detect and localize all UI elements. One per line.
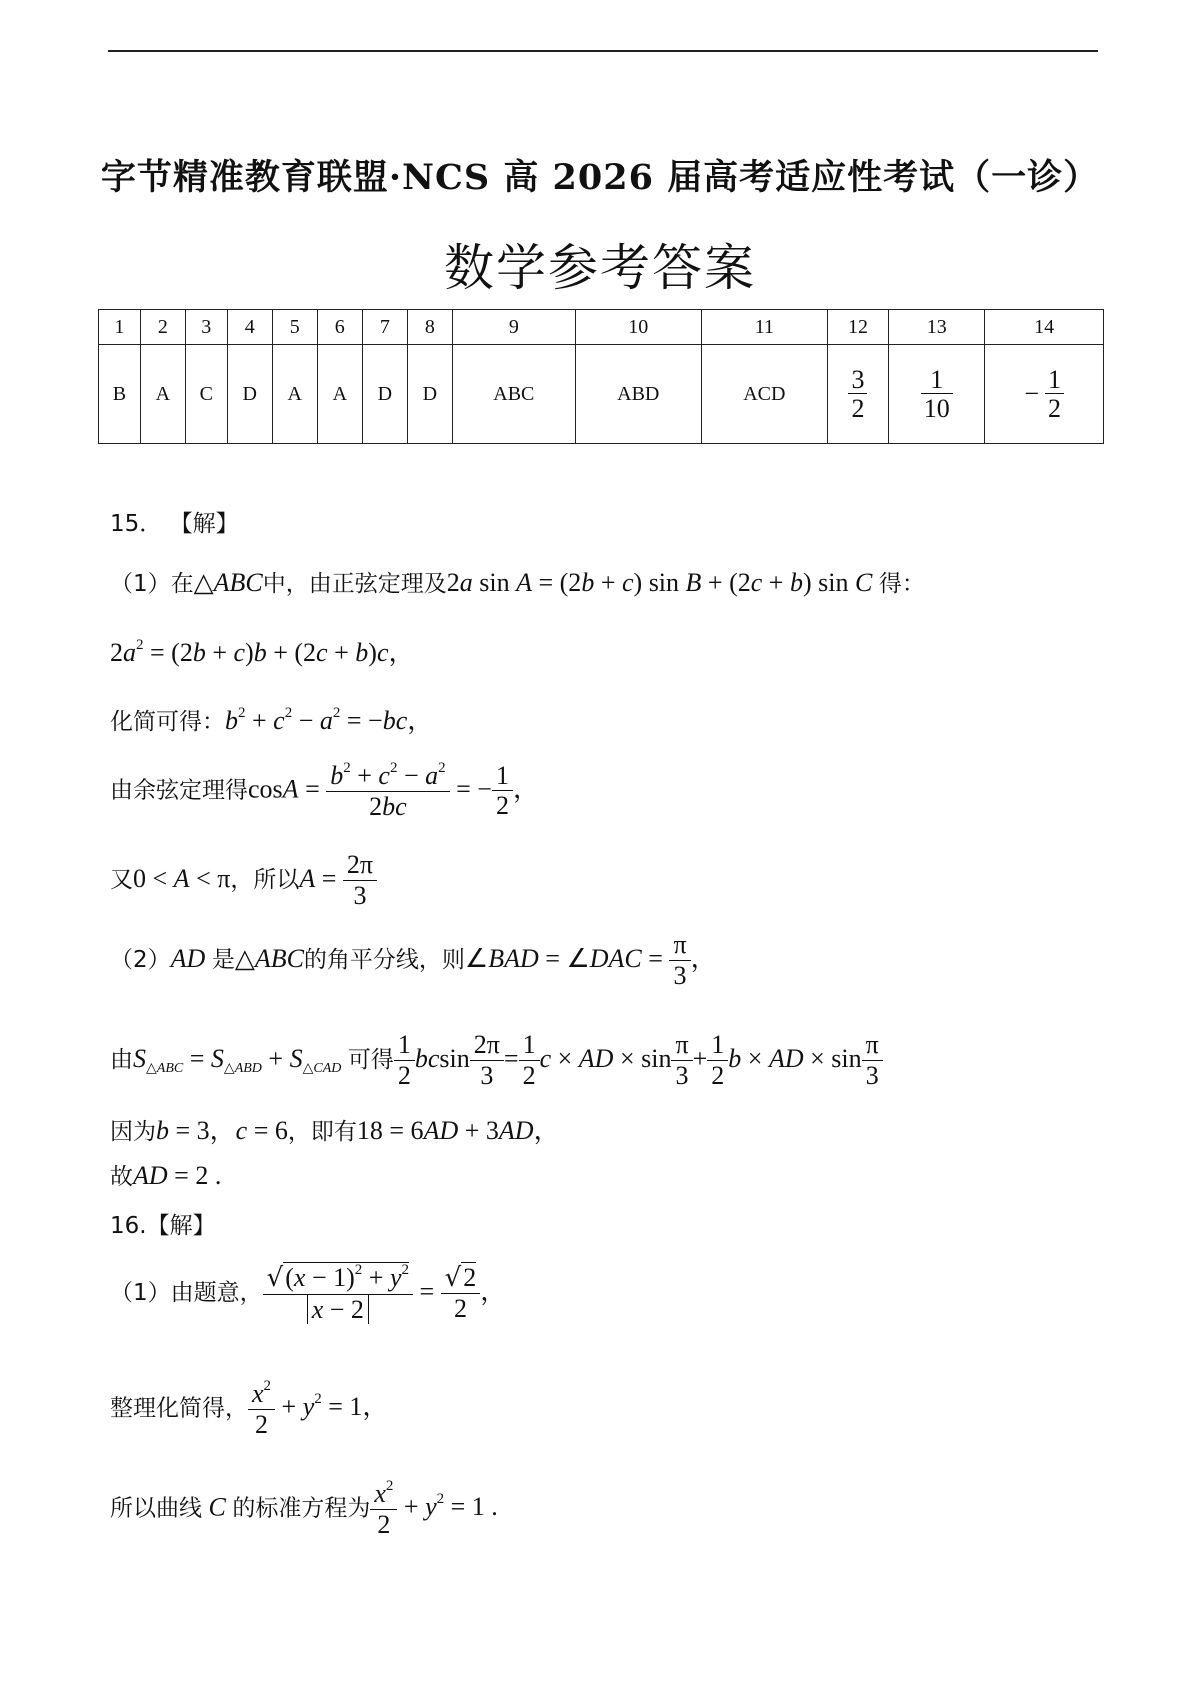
numerator: 1 <box>930 364 944 394</box>
fraction: $\frac{\pi}{3}$ <box>671 930 688 991</box>
answer-row <box>99 345 1104 444</box>
math-expression: C <box>208 1492 226 1522</box>
fraction: $\frac{x^2}{2}$ <box>372 1478 395 1540</box>
answer-cell-q13 <box>889 345 985 444</box>
answer-key-title: 数学参考答案 <box>444 239 756 297</box>
answer-cell: A <box>272 345 317 444</box>
denominator: 10 <box>921 393 953 422</box>
question-number: 8 <box>407 310 452 345</box>
fraction <box>1045 366 1064 423</box>
fraction: $\frac{\pi}{3}$ <box>864 1030 881 1091</box>
minus-sign: − <box>1024 379 1039 408</box>
q15-text: 由 <box>110 1046 133 1073</box>
q16-text: 的标准方程为 <box>232 1495 371 1522</box>
fraction: $\frac{√(x - 1)^2 + y^2}{x - 2}$ <box>265 1262 411 1325</box>
answer-cell: ABC <box>452 345 575 444</box>
math-expression: b × AD × sin <box>728 1043 862 1073</box>
q15-conclusion-line <box>110 1158 221 1191</box>
q15-text: 故 <box>110 1164 133 1190</box>
math-expression: $b^2 + c^2 - a^2 = -bc$， <box>225 705 434 735</box>
fraction: $\frac{1}{2}$ <box>521 1030 538 1091</box>
math-expression: 2a sin A = (2b + c) sin B + (2c + b) sin C <box>446 568 873 597</box>
answer-cell-q14 <box>985 345 1104 444</box>
math-expression: = − <box>449 774 492 804</box>
answer-cell: C <box>185 345 227 444</box>
math-expression: △ABC <box>234 943 304 973</box>
math-expression: AD = 2 . <box>133 1161 222 1190</box>
q15-part1-line <box>110 565 925 598</box>
question-number: 6 <box>317 310 362 345</box>
math-expression: bcsin <box>414 1043 470 1073</box>
q16-text: 所以曲线 <box>110 1495 202 1522</box>
q15-text: 由余弦定理得 <box>110 777 248 804</box>
denominator: 2 <box>848 393 867 422</box>
question-number: 1 <box>99 310 141 345</box>
question-number: 13 <box>889 310 985 345</box>
answer-cell: A <box>140 345 185 444</box>
q15-text: 可得 <box>347 1046 394 1073</box>
fraction: $\frac{2\pi}{3}$ <box>472 1030 502 1091</box>
q15-equation <box>110 632 415 669</box>
answer-cell: D <box>227 345 272 444</box>
math-expression: c × AD × sin <box>539 1043 672 1073</box>
q15-text: 中，由正弦定理及 <box>262 571 447 597</box>
math-expression: A = <box>299 863 343 893</box>
q15-text: 又 <box>110 866 133 893</box>
numerator: 1 <box>1047 364 1061 394</box>
q15-area-line: 由$S_{\triangle ABC} = S_{\triangle ABD} + S_{\triangle CAD}$ 可得 $\frac{1}{2}$ bcsin $\frac{2\pi}{3}$ = $\frac{1}{2}$ c × AD × sin $\frac{\pi}{3}$ + $\frac{1}{2}$ b × AD × sin $\frac{\pi}{3}$ <box>110 1030 883 1091</box>
math-expression: ， <box>512 774 539 804</box>
q16-text: 整理化简得， <box>110 1395 248 1422</box>
numerator: 3 <box>851 364 865 394</box>
math-expression: AD <box>170 943 206 973</box>
q16-part1-line: （1）由题意， $\frac{√(x - 1)^2 + y^2}{x - 2}$ = $\frac{√2}{2}$ ， <box>110 1262 507 1324</box>
q16-text: （1）由题意， <box>110 1279 263 1306</box>
question-number: 2 <box>140 310 185 345</box>
math-expression: 0 < A < π <box>133 863 231 893</box>
answer-table <box>98 309 1104 444</box>
q15-text: ，所以 <box>230 866 300 893</box>
fraction: $\frac{\pi}{3}$ <box>673 1030 690 1091</box>
question-number: 11 <box>701 310 827 345</box>
q15-range-line <box>110 850 377 911</box>
fraction: $\frac{√2}{2}$ <box>443 1263 479 1325</box>
header-rule <box>108 50 1098 52</box>
math-expression: $2a^2 = (2b + c)b + (2c + b)c$， <box>110 637 415 667</box>
fraction: $\frac{1}{2}$ <box>494 761 511 822</box>
question-number: 14 <box>985 310 1104 345</box>
question-number: 7 <box>362 310 407 345</box>
q15-text: ，即有 <box>287 1119 357 1145</box>
question-number: 5 <box>272 310 317 345</box>
q15-part2-line: （2）AD 是△ABC的角平分线，则∠BAD = ∠DAC = $\frac{\pi}{3}$ ， <box>110 930 717 990</box>
math-expression: △ABC <box>193 568 263 597</box>
q16-tidy-line <box>110 1378 388 1440</box>
answer-cell: D <box>407 345 452 444</box>
math-expression: + $y^2 = 1$， <box>275 1391 389 1422</box>
math-expression: cosA = <box>248 774 327 804</box>
fraction: $\frac{1}{2}$ <box>709 1030 726 1091</box>
q15-heading: 15． 【解】 <box>110 511 239 537</box>
q15-because-line <box>110 1110 560 1147</box>
answer-cell: ABD <box>575 345 701 444</box>
q15-simplify-line <box>110 700 433 737</box>
q15-text: （2） <box>110 946 171 973</box>
question-number: 10 <box>575 310 701 345</box>
denominator: 2 <box>1045 393 1064 422</box>
question-number: 9 <box>452 310 575 345</box>
q16-final-line <box>110 1478 498 1540</box>
answer-cell: B <box>99 345 141 444</box>
fraction: $\frac{x^2}{2}$ <box>250 1378 273 1440</box>
question-number: 12 <box>827 310 888 345</box>
question-number: 4 <box>227 310 272 345</box>
q15-text: 得： <box>878 571 925 597</box>
fraction <box>921 366 953 423</box>
question-number-row <box>99 310 1104 345</box>
q15-text: 的角平分线，则 <box>303 946 465 973</box>
answer-cell: D <box>362 345 407 444</box>
answer-cell: A <box>317 345 362 444</box>
exam-title: 字节精准教育联盟·NCS 高 2026 届高考适应性考试（一诊） <box>100 157 1100 198</box>
math-expression: + $y^2 = 1$ . <box>397 1491 498 1522</box>
fraction: $\frac{2\pi}{3}$ <box>345 850 375 911</box>
math-expression: $S_{\triangle ABC} = S_{\triangle ABD} + S_{\triangle CAD}$ <box>133 1043 342 1076</box>
q15-cosine-line <box>110 760 539 822</box>
question-number: 3 <box>185 310 227 345</box>
fraction <box>848 366 867 423</box>
answer-cell-q12 <box>827 345 888 444</box>
q15-text: 因为 <box>110 1119 156 1145</box>
q15-text: （1）在 <box>110 571 194 597</box>
fraction: $\frac{1}{2}$ <box>396 1030 413 1091</box>
q15-text: 是 <box>211 946 235 973</box>
answer-cell: ACD <box>701 345 827 444</box>
q15-text: 化简可得： <box>110 709 225 735</box>
math-expression: 18 = 6AD + 3AD， <box>356 1116 560 1145</box>
math-expression: ∠BAD = ∠DAC = <box>464 943 670 973</box>
q16-heading: 16.【解】 <box>110 1213 216 1239</box>
math-expression: b = 3，c = 6 <box>156 1116 288 1145</box>
fraction: $\frac{b^2 + c^2 - a^2}{2bc}$ <box>328 760 447 822</box>
